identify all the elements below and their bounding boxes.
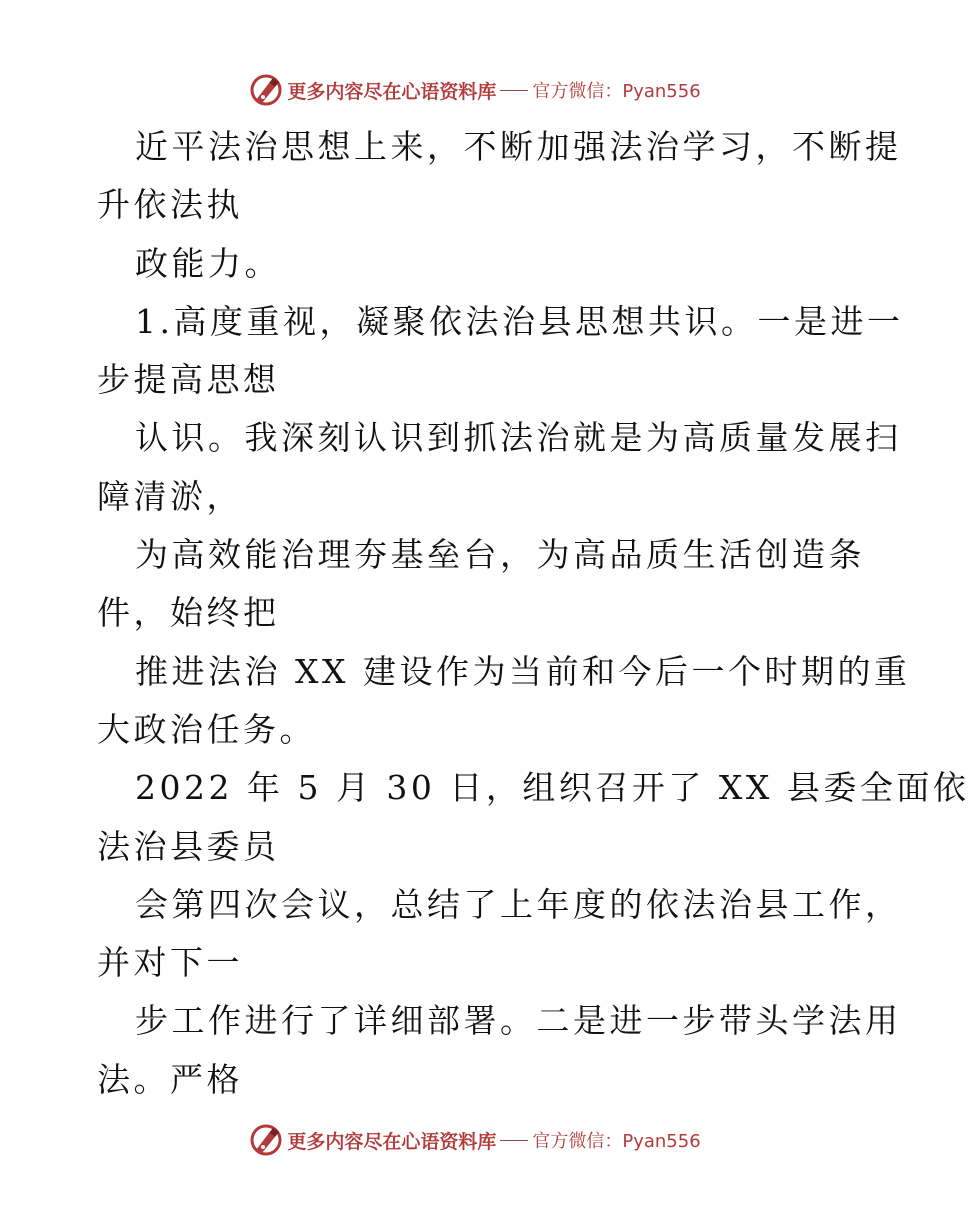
pen-nib-logo-icon	[249, 1123, 283, 1157]
text-line: 为高效能治理夯基垒台，为高品质生活创造条	[135, 535, 865, 575]
text-line: 并对下一	[97, 943, 243, 983]
text-line: 法。严格	[97, 1059, 243, 1099]
header-banner	[0, 70, 950, 110]
text-line: 大政治任务。	[97, 709, 316, 749]
text-line: 件，始终把	[97, 593, 280, 633]
header-separator	[500, 90, 528, 91]
header-brand-text: 更多内容尽在心语资料库	[287, 80, 497, 103]
pen-nib-logo-icon	[249, 73, 283, 107]
footer-banner	[0, 1120, 950, 1160]
document-body	[97, 118, 969, 1109]
footer-brand-text: 更多内容尽在心语资料库	[287, 1130, 497, 1153]
text-line: 步提高思想	[97, 360, 280, 400]
text-line: 2022 年 5 月 30 日，组织召开了 XX 县委全面依	[135, 768, 969, 808]
footer-wechat-text: 官方微信：Pyan556	[532, 1131, 701, 1152]
text-line: 法治县委员	[97, 826, 280, 866]
text-line: 推进法治 XX 建设作为当前和今后一个时期的重	[135, 651, 911, 691]
text-line: 近平法治思想上来，不断加强法治学习，不断提	[135, 127, 902, 166]
text-line: 步工作进行了详细部署。二是进一步带头学法用	[135, 1001, 902, 1041]
footer-separator	[500, 1140, 528, 1141]
text-line: 认识。我深刻认识到抓法治就是为高质量发展扫	[135, 418, 902, 458]
text-line: 1.高度重视，凝聚依法治县思想共识。一是进一	[135, 301, 904, 341]
text-line: 政能力。	[135, 243, 281, 283]
text-line: 升依法执	[97, 185, 243, 225]
text-line: 障清淤，	[97, 476, 243, 516]
header-wechat-text: 官方微信：Pyan556	[532, 81, 701, 102]
text-line: 会第四次会议，总结了上年度的依法治县工作，	[135, 884, 902, 924]
